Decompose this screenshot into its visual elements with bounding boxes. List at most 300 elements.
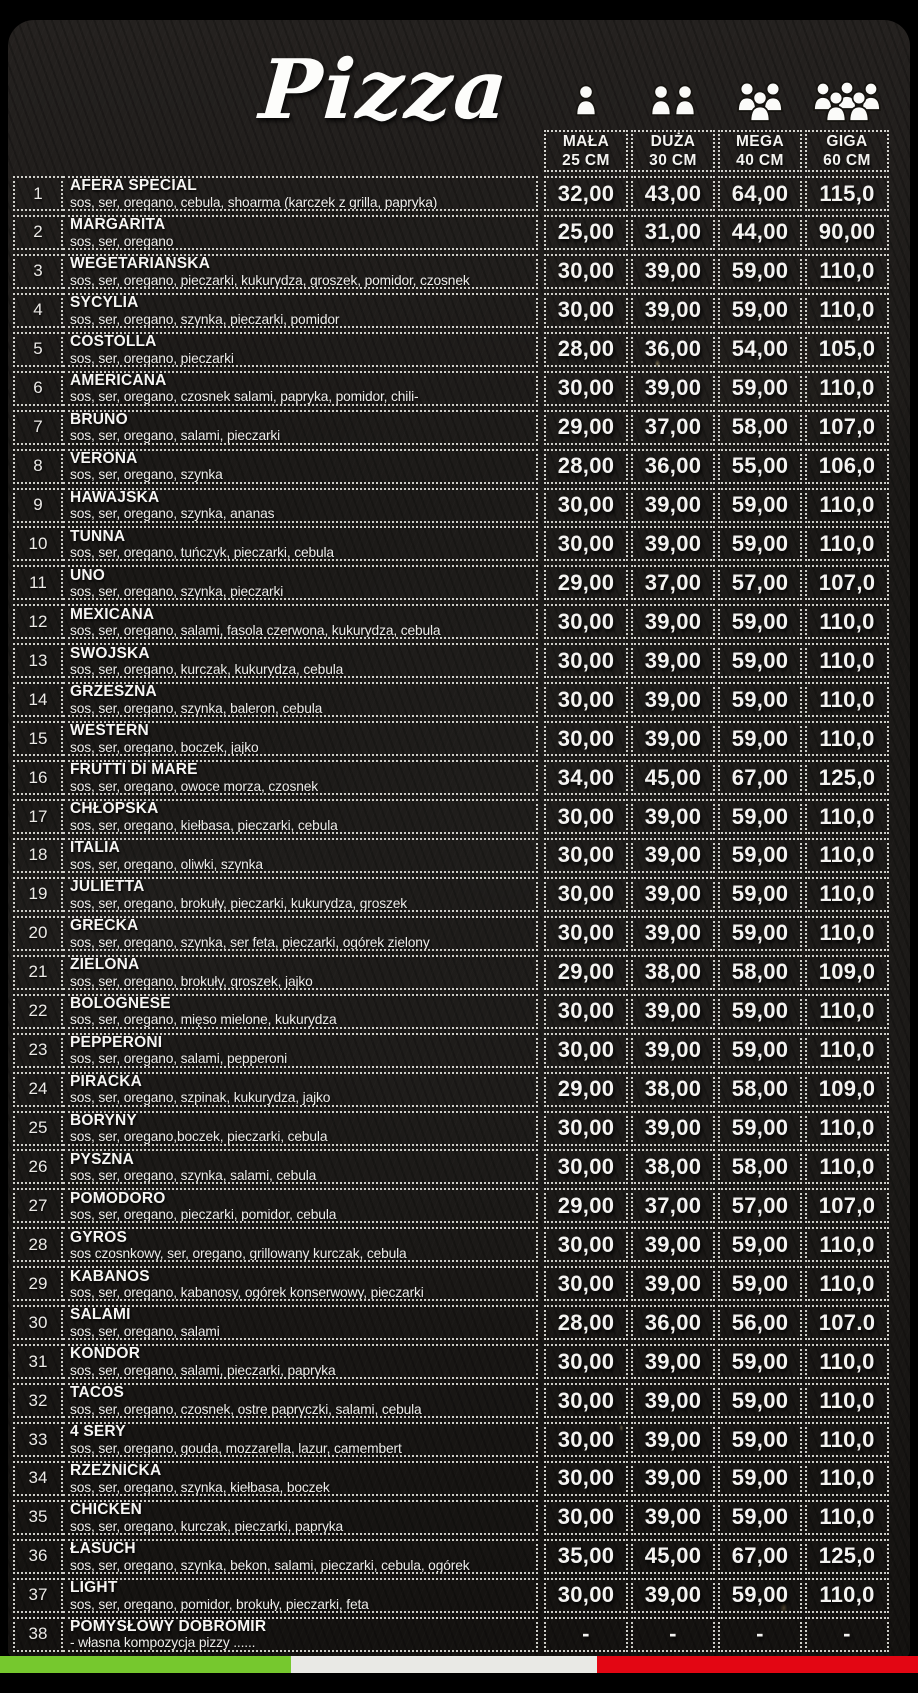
pizza-name: GRECKA [70, 917, 139, 935]
price-cell: 59,00 [718, 1422, 802, 1457]
pizza-ingredients: - własna kompozycja pizzy ...... [70, 1635, 256, 1651]
price-cell: 36,00 [631, 449, 715, 484]
price-cell: 90,00 [805, 215, 889, 250]
row-number: 17 [13, 799, 63, 834]
price-cell: 30,00 [544, 1422, 628, 1457]
pizza-ingredients: sos, ser, oregano, boczek, jajko [70, 739, 259, 755]
table-row [13, 1344, 889, 1379]
price-cell: - [544, 1617, 628, 1652]
price-cell: 30,00 [544, 721, 628, 756]
row-number: 26 [13, 1149, 63, 1184]
persons-2-icon [631, 78, 715, 124]
flag-white-segment [291, 1656, 597, 1673]
pizza-name: BOLOGNESE [70, 994, 171, 1012]
pizza-name: ZIELONA [70, 956, 140, 973]
pizza-name-cell [63, 1344, 538, 1379]
price-cell: 110,0 [805, 916, 889, 951]
price-cell: 109,0 [805, 955, 889, 990]
pizza-ingredients: sos, ser, oregano, kiełbasa, pieczarki, cebula [70, 817, 338, 833]
table-row [13, 721, 889, 756]
pizza-ingredients: sos, ser, oregano, kabanosy, ogórek konserwowy, pieczarki [70, 1285, 424, 1300]
price-cell: 30,00 [544, 994, 628, 1029]
price-cell: 38,00 [631, 955, 715, 990]
price-cell: 31,00 [631, 215, 715, 250]
price-cell: 39,00 [631, 838, 715, 873]
pizza-name-cell [63, 1617, 538, 1652]
table-row [13, 176, 889, 211]
pizza-name: CHŁOPSKA [70, 800, 159, 818]
pizza-ingredients: sos, ser, oregano,boczek, pieczarki, cebula [70, 1129, 328, 1145]
row-number: 19 [13, 877, 63, 912]
table-row [13, 838, 889, 873]
row-number: 28 [13, 1227, 63, 1262]
table-row [13, 877, 889, 912]
price-cell: 36,00 [631, 1305, 715, 1340]
pizza-name-cell [63, 1227, 538, 1262]
price-cell: 59,00 [718, 1344, 802, 1379]
price-cell: 59,00 [718, 877, 802, 912]
flag-green-segment [0, 1656, 291, 1673]
pizza-name-cell [63, 1149, 538, 1184]
price-cell: 55,00 [718, 449, 802, 484]
row-number: 16 [13, 760, 63, 795]
row-number: 12 [13, 604, 63, 639]
price-cell: 64,00 [718, 176, 802, 211]
persons-3-icon [718, 78, 802, 124]
pizza-name: UNO [70, 566, 106, 584]
price-cell: 39,00 [631, 1033, 715, 1068]
pizza-name-cell [63, 488, 538, 523]
price-cell: 39,00 [631, 1578, 715, 1613]
pizza-name-cell [63, 799, 538, 834]
price-cell: 110,0 [805, 604, 889, 639]
pizza-ingredients: sos, ser, oregano, mięso mielone, kukurydza [70, 1012, 337, 1028]
price-cell: 59,00 [718, 1500, 802, 1535]
pizza-name: AFERA SPECIAL [70, 177, 197, 195]
table-row [13, 604, 889, 639]
price-cell: 110,0 [805, 1500, 889, 1535]
price-cell: - [718, 1617, 802, 1652]
price-cell: 39,00 [631, 1461, 715, 1496]
price-cell: 110,0 [805, 682, 889, 717]
price-cell: 59,00 [718, 1578, 802, 1613]
pizza-name: GRZESZNA [70, 683, 157, 701]
price-cell: 110,0 [805, 293, 889, 328]
pizza-name: GYROS [70, 1228, 127, 1246]
pizza-name-cell [63, 760, 538, 795]
pizza-name: HAWAJSKA [70, 488, 160, 506]
pizza-name-cell [63, 1188, 538, 1223]
price-cell: 30,00 [544, 1383, 628, 1418]
row-number: 2 [13, 215, 63, 250]
price-cell: 110,0 [805, 1578, 889, 1613]
table-row [13, 526, 889, 561]
size-header-row [13, 130, 889, 172]
pizza-name-cell [63, 1266, 538, 1301]
pizza-ingredients: sos, ser, oregano, szynka, pieczarki, pomidor [70, 311, 340, 327]
diameter-label: 25 CM [562, 152, 610, 169]
price-cell: 39,00 [631, 604, 715, 639]
row-number: 7 [13, 410, 63, 445]
pizza-name: POMYSŁOWY DOBROMIR [70, 1617, 267, 1635]
pizza-name: JULIETTA [70, 878, 145, 896]
price-cell: 38,00 [631, 1072, 715, 1107]
row-number: 1 [13, 176, 63, 211]
price-cell: 30,00 [544, 293, 628, 328]
price-cell: 39,00 [631, 721, 715, 756]
price-cell: 110,0 [805, 838, 889, 873]
pizza-ingredients: sos, ser, oregano [70, 233, 174, 249]
table-row [13, 449, 889, 484]
row-number: 13 [13, 643, 63, 678]
pizza-ingredients: sos, ser, oregano, szynka, ananas [70, 506, 275, 522]
page-title: Pizza [256, 42, 513, 138]
price-cell: 109,0 [805, 1072, 889, 1107]
price-cell: 59,00 [718, 643, 802, 678]
row-number: 15 [13, 721, 63, 756]
price-cell: 54,00 [718, 332, 802, 367]
diameter-label: 30 CM [649, 152, 697, 169]
price-cell: 39,00 [631, 916, 715, 951]
price-cell: 39,00 [631, 1266, 715, 1301]
price-cell: 58,00 [718, 1149, 802, 1184]
price-cell: 37,00 [631, 1188, 715, 1223]
table-row [13, 1578, 889, 1613]
table-row [13, 1461, 889, 1496]
pizza-name-cell [63, 877, 538, 912]
row-number: 35 [13, 1500, 63, 1535]
row-number: 9 [13, 488, 63, 523]
price-cell: 59,00 [718, 1383, 802, 1418]
price-cell: 59,00 [718, 721, 802, 756]
table-row [13, 1149, 889, 1184]
price-cell: 29,00 [544, 410, 628, 445]
pizza-ingredients: sos, ser, oregano, salami, pieczarki [70, 428, 281, 444]
table-row [13, 994, 889, 1029]
pizza-name: AMERICANA [70, 371, 167, 389]
pizza-name: RZEŹNICKA [70, 1462, 162, 1480]
pizza-name: SWOJSKA [70, 644, 150, 662]
price-cell: 29,00 [544, 1072, 628, 1107]
pizza-ingredients: sos, ser, oregano, czosnek salami, papryka, pomidor, chili- [70, 389, 419, 405]
row-number: 30 [13, 1305, 63, 1340]
pizza-name: SYCYLIA [70, 294, 139, 312]
price-cell: 59,00 [718, 799, 802, 834]
price-cell: 59,00 [718, 1266, 802, 1301]
pizza-name-cell [63, 410, 538, 445]
price-cell: 44,00 [718, 215, 802, 250]
price-cell: 39,00 [631, 293, 715, 328]
pizza-name-cell [63, 449, 538, 484]
size-label: GIGA [826, 133, 868, 150]
price-cell: 39,00 [631, 488, 715, 523]
price-cell: 30,00 [544, 916, 628, 951]
pizza-name: TUNNA [70, 527, 126, 545]
pizza-name-cell [63, 1539, 538, 1574]
price-cell: 45,00 [631, 1539, 715, 1574]
pizza-name-cell [63, 1500, 538, 1535]
icons-row-spacer [13, 78, 538, 124]
pizza-name-cell [63, 916, 538, 951]
pizza-ingredients: sos, ser, oregano, pieczarki [70, 350, 234, 366]
price-cell: 59,00 [718, 994, 802, 1029]
pizza-name-cell [63, 176, 538, 211]
price-cell: 30,00 [544, 254, 628, 289]
price-cell: 110,0 [805, 1033, 889, 1068]
price-cell: 39,00 [631, 1422, 715, 1457]
table-row [13, 1500, 889, 1535]
price-cell: 110,0 [805, 1344, 889, 1379]
price-cell: 59,00 [718, 371, 802, 406]
table-row [13, 760, 889, 795]
table-row [13, 1266, 889, 1301]
row-number: 18 [13, 838, 63, 873]
pizza-name: SALAMI [70, 1306, 131, 1324]
price-cell: 59,00 [718, 488, 802, 523]
pizza-ingredients: sos, ser, oregano, szynka, ser feta, pieczarki, ogórek zielony [70, 934, 430, 950]
price-cell: 59,00 [718, 293, 802, 328]
price-cell: 110,0 [805, 1461, 889, 1496]
price-cell: 30,00 [544, 1578, 628, 1613]
price-cell: 59,00 [718, 1227, 802, 1262]
persons-1-icon [544, 78, 628, 124]
price-cell: 30,00 [544, 1500, 628, 1535]
price-cell: 39,00 [631, 526, 715, 561]
table-row [13, 332, 889, 367]
table-row [13, 955, 889, 990]
price-cell: 59,00 [718, 526, 802, 561]
price-cell: 59,00 [718, 1461, 802, 1496]
price-cell: 30,00 [544, 838, 628, 873]
price-cell: 59,00 [718, 1111, 802, 1146]
price-cell: 39,00 [631, 254, 715, 289]
pizza-ingredients: sos, ser, oregano, pomidor, brokuły, pieczarki, feta [70, 1596, 369, 1612]
pizza-name-cell [63, 1072, 538, 1107]
price-cell: 110,0 [805, 1149, 889, 1184]
pizza-ingredients: sos, ser, oregano, szynka, kiełbasa, boczek [70, 1479, 330, 1495]
row-number: 14 [13, 682, 63, 717]
size-header-spacer [13, 130, 538, 172]
row-number: 6 [13, 371, 63, 406]
pizza-name: WESTERN [70, 722, 149, 740]
price-cell: 39,00 [631, 994, 715, 1029]
pizza-name: MARGARITA [70, 216, 166, 234]
row-number: 22 [13, 994, 63, 1029]
price-cell: 110,0 [805, 1422, 889, 1457]
table-row [13, 1539, 889, 1574]
price-cell: 110,0 [805, 799, 889, 834]
price-cell: - [631, 1617, 715, 1652]
pizza-name: TACOS [70, 1384, 125, 1402]
table-row [13, 799, 889, 834]
row-number: 33 [13, 1422, 63, 1457]
pizza-name: ITALIA [70, 839, 120, 857]
row-number: 32 [13, 1383, 63, 1418]
price-cell: 30,00 [544, 1461, 628, 1496]
pizza-ingredients: sos, ser, oregano, tuńczyk, pieczarki, cebula [70, 545, 334, 561]
pizza-name: KABANOS [70, 1267, 150, 1285]
price-cell: 56,00 [718, 1305, 802, 1340]
diameter-label: 60 CM [823, 152, 871, 169]
table-row [13, 1188, 889, 1223]
pizza-ingredients: sos, ser, oregano, brokuły, groszek, jajko [70, 973, 313, 989]
price-cell: - [805, 1617, 889, 1652]
menu-rows [13, 176, 889, 1652]
pizza-name: PEPPERONI [70, 1033, 163, 1051]
pizza-name: COSTOLLA [70, 333, 157, 350]
pizza-name: VERONA [70, 449, 138, 467]
price-cell: 39,00 [631, 1344, 715, 1379]
price-cell: 30,00 [544, 526, 628, 561]
person-icons-row [13, 78, 889, 124]
price-cell: 38,00 [631, 1149, 715, 1184]
italian-flag-bar [0, 1656, 918, 1673]
price-cell: 30,00 [544, 1111, 628, 1146]
price-cell: 39,00 [631, 643, 715, 678]
price-cell: 28,00 [544, 332, 628, 367]
pizza-name: ŁASUCH [70, 1540, 136, 1558]
price-cell: 110,0 [805, 1227, 889, 1262]
price-cell: 110,0 [805, 488, 889, 523]
pizza-name-cell [63, 721, 538, 756]
pizza-ingredients: sos, ser, oregano, szynka, baleron, cebula [70, 700, 323, 716]
row-number: 25 [13, 1111, 63, 1146]
price-cell: 30,00 [544, 1344, 628, 1379]
price-cell: 125,0 [805, 760, 889, 795]
price-cell: 106,0 [805, 449, 889, 484]
price-cell: 39,00 [631, 799, 715, 834]
price-cell: 30,00 [544, 1033, 628, 1068]
pizza-name: BRUNO [70, 410, 128, 428]
pizza-name: FRUTTI DI MARE [70, 761, 198, 779]
price-cell: 30,00 [544, 799, 628, 834]
price-cell: 29,00 [544, 955, 628, 990]
price-cell: 59,00 [718, 682, 802, 717]
price-cell: 30,00 [544, 643, 628, 678]
price-cell: 37,00 [631, 565, 715, 600]
price-cell: 57,00 [718, 1188, 802, 1223]
price-cell: 58,00 [718, 410, 802, 445]
price-cell: 110,0 [805, 1266, 889, 1301]
table-row [13, 1111, 889, 1146]
table-row [13, 565, 889, 600]
row-number: 4 [13, 293, 63, 328]
table-row [13, 254, 889, 289]
pizza-ingredients: sos, ser, oregano, salami, pieczarki, papryka [70, 1362, 336, 1378]
table-row [13, 682, 889, 717]
price-cell: 34,00 [544, 760, 628, 795]
price-cell: 58,00 [718, 1072, 802, 1107]
pizza-ingredients: sos, ser, oregano, owoce morza, czosnek [70, 778, 318, 794]
pizza-ingredients: sos, ser, oregano, szynka [70, 467, 223, 483]
price-cell: 30,00 [544, 1149, 628, 1184]
pizza-ingredients: sos, ser, oregano, salami, pepperoni [70, 1051, 288, 1067]
table-row [13, 488, 889, 523]
pizza-name-cell [63, 215, 538, 250]
price-cell: 29,00 [544, 565, 628, 600]
column-header-giga [805, 130, 889, 172]
price-cell: 35,00 [544, 1539, 628, 1574]
price-cell: 125,0 [805, 1539, 889, 1574]
price-cell: 28,00 [544, 1305, 628, 1340]
size-label: DUŻA [650, 133, 696, 150]
pizza-name-cell [63, 1422, 538, 1457]
price-cell: 45,00 [631, 760, 715, 795]
table-row [13, 1227, 889, 1262]
table-row [13, 215, 889, 250]
pizza-ingredients: sos, ser, oregano, pieczarki, pomidor, cebula [70, 1207, 337, 1223]
price-cell: 59,00 [718, 838, 802, 873]
pizza-ingredients: sos, ser, oregano, szynka, salami, cebula [70, 1168, 317, 1184]
pizza-name-cell [63, 643, 538, 678]
table-row [13, 293, 889, 328]
row-number: 10 [13, 526, 63, 561]
pizza-name: CHICKEN [70, 1501, 143, 1519]
column-header-mala [544, 130, 628, 172]
price-cell: 115,0 [805, 176, 889, 211]
size-label: MAŁA [562, 133, 610, 150]
pizza-name-cell [63, 838, 538, 873]
pizza-ingredients: sos, ser, oregano, oliwki, szynka [70, 856, 263, 872]
price-cell: 67,00 [718, 1539, 802, 1574]
pizza-name-cell [63, 1111, 538, 1146]
price-cell: 30,00 [544, 488, 628, 523]
price-cell: 37,00 [631, 410, 715, 445]
price-cell: 110,0 [805, 643, 889, 678]
price-cell: 110,0 [805, 721, 889, 756]
row-number: 27 [13, 1188, 63, 1223]
column-header-mega [718, 130, 802, 172]
price-cell: 39,00 [631, 1500, 715, 1535]
price-cell: 39,00 [631, 682, 715, 717]
pizza-ingredients: sos, ser, oregano, salami [70, 1323, 220, 1339]
price-cell: 107.0 [805, 1305, 889, 1340]
pizza-name: PYSZNA [70, 1150, 135, 1168]
price-cell: 32,00 [544, 176, 628, 211]
price-cell: 59,00 [718, 604, 802, 639]
pizza-name: KONDOR [70, 1345, 141, 1363]
price-cell: 39,00 [631, 1227, 715, 1262]
row-number: 24 [13, 1072, 63, 1107]
pizza-name: WEGETARIAŃSKA [70, 255, 211, 273]
pizza-ingredients: sos, ser, oregano, kurczak, kukurydza, cebula [70, 662, 344, 677]
row-number: 37 [13, 1578, 63, 1613]
pizza-name-cell [63, 1033, 538, 1068]
price-cell: 110,0 [805, 1383, 889, 1418]
pizza-ingredients: sos, ser, oregano, pieczarki, kukurydza, groszek, pomidor, czosnek [70, 272, 470, 288]
price-cell: 39,00 [631, 877, 715, 912]
price-cell: 36,00 [631, 332, 715, 367]
pizza-name-cell [63, 1578, 538, 1613]
price-cell: 110,0 [805, 526, 889, 561]
pizza-name-cell [63, 682, 538, 717]
pizza-name-cell [63, 526, 538, 561]
pizza-name: POMODORO [70, 1189, 166, 1207]
row-number: 11 [13, 565, 63, 600]
pizza-name-cell [63, 955, 538, 990]
price-cell: 110,0 [805, 877, 889, 912]
price-cell: 28,00 [544, 449, 628, 484]
price-cell: 30,00 [544, 1266, 628, 1301]
pizza-ingredients: sos, ser, oregano, salami, fasola czerwona, kukurydza, cebula [70, 623, 441, 639]
row-number: 34 [13, 1461, 63, 1496]
price-cell: 107,0 [805, 410, 889, 445]
table-row [13, 1072, 889, 1107]
price-cell: 39,00 [631, 1383, 715, 1418]
price-cell: 105,0 [805, 332, 889, 367]
pizza-ingredients: sos, ser, oregano, szynka, pieczarki [70, 584, 284, 600]
row-number: 3 [13, 254, 63, 289]
